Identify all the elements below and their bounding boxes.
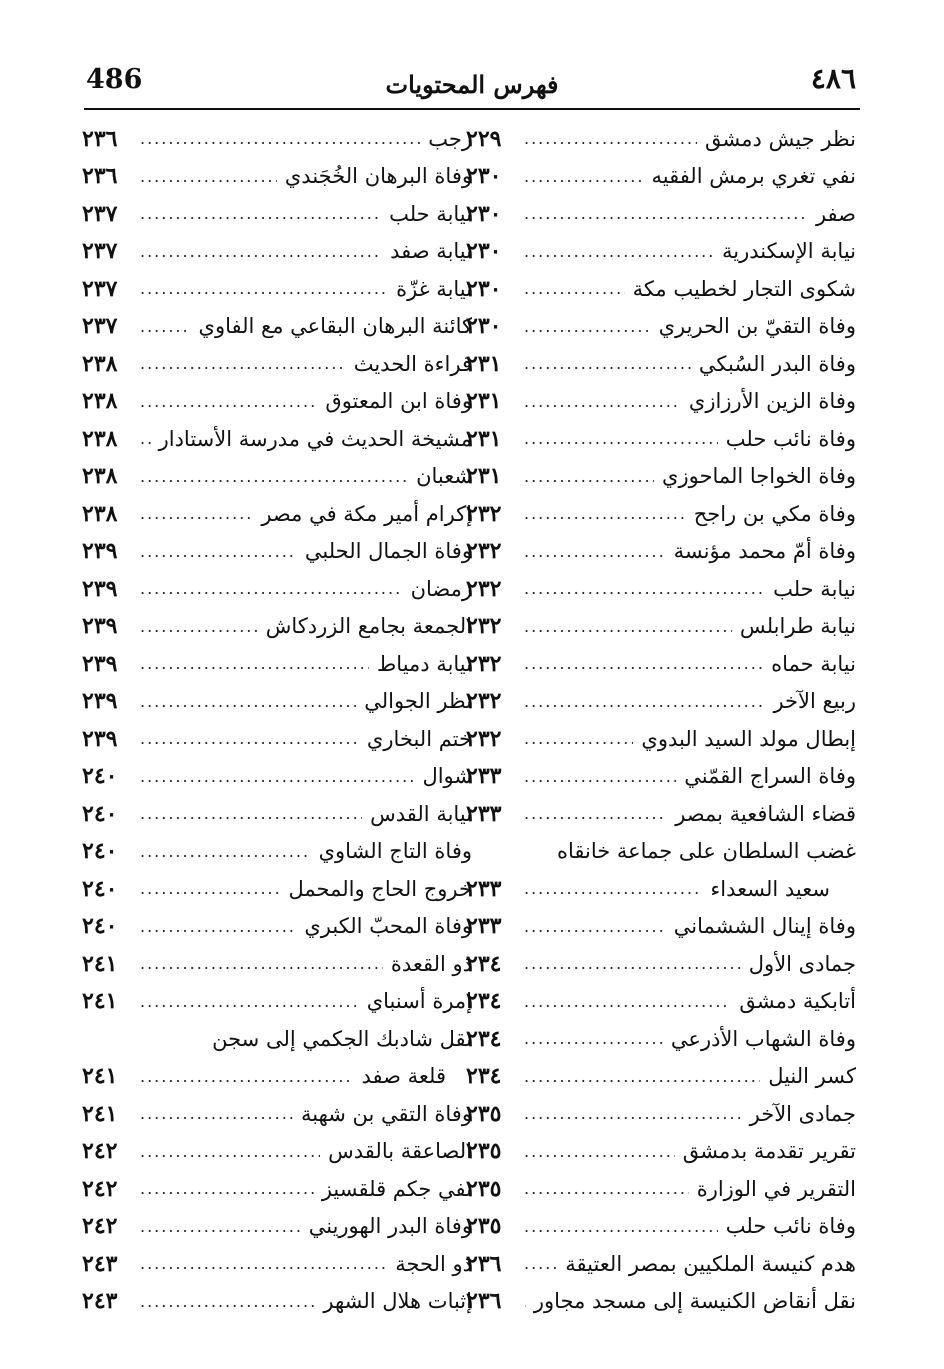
toc-entry-page: ٢٣٠	[466, 275, 502, 302]
toc-entry-title: نيابة الإسكندرية	[722, 239, 856, 264]
leader-dots	[524, 1029, 663, 1048]
toc-entry-page: ٢٣٩	[82, 688, 118, 715]
leader-dots	[524, 429, 718, 448]
page-number-latin: 486	[86, 64, 143, 95]
toc-entry	[466, 720, 856, 758]
leader-dots	[140, 204, 381, 223]
leader-dots	[140, 992, 359, 1011]
leader-dots	[140, 729, 359, 748]
toc-entry	[82, 645, 472, 683]
leader-dots	[524, 467, 654, 486]
leader-dots	[524, 279, 625, 298]
toc-entry	[466, 458, 856, 496]
toc-entry-title: التقرير في الوزارة	[696, 1176, 856, 1201]
toc-entry-page: ٢٣٦	[82, 163, 118, 190]
toc-entry-page: ٢٣٢	[466, 500, 502, 527]
toc-entry-page: ٢٣٤	[466, 1025, 502, 1052]
toc-entry	[466, 1283, 856, 1321]
toc-entry	[82, 1095, 472, 1133]
leader-dots	[524, 354, 691, 373]
leader-dots	[524, 767, 676, 786]
toc-entry-title: وفاة المحبّ الكبري	[304, 914, 472, 939]
toc-entry-page: ٢٣٦	[466, 1288, 502, 1315]
leader-dots	[140, 504, 253, 523]
leader-dots	[140, 617, 258, 636]
toc-entry-page: ٢٤٠	[82, 875, 118, 902]
toc-entry-page: ٢٢٩	[466, 125, 502, 152]
toc-entry-title: صفر	[815, 201, 856, 226]
leader-dots	[140, 167, 277, 186]
leader-dots	[524, 879, 702, 898]
toc-entry-page: ٢٣٣	[466, 800, 502, 827]
toc-entry-title: وفاة نائب حلب	[725, 426, 856, 451]
toc-entry	[82, 458, 472, 496]
leader-dots	[140, 879, 281, 898]
toc-entry	[82, 945, 472, 983]
toc-entry	[82, 608, 472, 646]
toc-entry	[82, 120, 472, 158]
toc-entry	[466, 795, 856, 833]
toc-entry-title: جمادى الآخر	[749, 1101, 856, 1126]
toc-entry-page: ٢٤٠	[82, 800, 118, 827]
toc-entry-title: ذو الحجة	[395, 1251, 472, 1276]
toc-entry-title: وفاة ابن المعتوق	[325, 389, 472, 414]
leader-dots	[524, 579, 765, 598]
toc-entry	[466, 870, 856, 908]
toc-entry-page: ٢٣٠	[466, 200, 502, 227]
toc-entry-title: نظر جيش دمشق	[705, 126, 856, 151]
toc-entry-title: جمادى الأول	[748, 951, 856, 976]
toc-entry	[82, 1020, 472, 1058]
toc-entry-title: نيابة غزّة	[396, 276, 472, 301]
toc-entry	[466, 1020, 856, 1058]
toc-entry-title: شعبان	[416, 464, 472, 489]
leader-dots	[140, 1142, 320, 1161]
leader-dots	[140, 1104, 293, 1123]
toc-entry	[466, 233, 856, 271]
leader-dots	[140, 1254, 387, 1273]
leader-dots	[524, 504, 686, 523]
toc-entry-title: وفاة الشهاب الأذرعي	[670, 1026, 856, 1051]
leader-dots	[140, 692, 356, 711]
toc-entry	[82, 1208, 472, 1246]
toc-entry	[82, 345, 472, 383]
toc-entry-page: ٢٣٩	[82, 725, 118, 752]
leader-dots	[524, 1104, 742, 1123]
leader-dots	[140, 317, 191, 336]
toc-entry-title: إكرام أمير مكة في مصر	[261, 501, 472, 526]
toc-entry-title: رمضان	[410, 576, 472, 601]
toc-entry-title: شوال	[422, 764, 472, 789]
leader-dots	[524, 1067, 760, 1086]
toc-entry-page: ٢٣٤	[466, 1063, 502, 1090]
toc-entry	[82, 833, 472, 871]
toc-entry	[82, 420, 472, 458]
leader-dots	[140, 542, 297, 561]
leader-dots	[140, 467, 408, 486]
toc-entry	[466, 120, 856, 158]
toc-entry-title: ختم البخاري	[366, 726, 472, 751]
toc-entry-page: ٢٣٩	[82, 575, 118, 602]
toc-entry-page: ٢٣٥	[466, 1213, 502, 1240]
toc-entry-page: ٢٣٩	[82, 538, 118, 565]
toc-entry	[466, 833, 856, 871]
toc-entry	[466, 270, 856, 308]
toc-entry-title: رجب	[428, 126, 472, 151]
toc-entry-title: وفاة التقيّ بن الحريري	[658, 314, 856, 339]
toc-entry-title: وفاة نائب حلب	[725, 1214, 856, 1239]
toc-entry-title: قلعة صفد	[361, 1064, 446, 1089]
toc-entry-page: ٢٣٢	[466, 688, 502, 715]
leader-dots	[524, 1217, 718, 1236]
leader-dots	[140, 242, 382, 261]
toc-entry	[82, 533, 472, 571]
toc-entry-title: نيابة حماه	[771, 651, 856, 676]
toc-entry-page: ٢٣١	[466, 463, 502, 490]
toc-entry-page: ٢٤٢	[82, 1175, 118, 1202]
toc-entry-page: ٢٣٠	[466, 163, 502, 190]
leader-dots	[524, 1292, 526, 1311]
toc-entry-title: مشيخة الحديث في مدرسة الأستادار	[158, 426, 472, 451]
toc-entry	[82, 1133, 472, 1171]
toc-entry	[466, 758, 856, 796]
toc-column-right	[466, 120, 856, 1320]
toc-entry-title: إثبات هلال الشهر	[323, 1289, 472, 1314]
toc-entry-title: إمرة أسنباي	[366, 989, 472, 1014]
toc-entry-title: إبطال مولد السيد البدوي	[641, 726, 856, 751]
toc-entry-title: نيابة حلب	[389, 201, 472, 226]
toc-entry	[466, 158, 856, 196]
toc-entry	[466, 570, 856, 608]
toc-entry-title: نفي تغري برمش الفقيه	[651, 164, 856, 189]
toc-entry-page: ٢٣٥	[466, 1100, 502, 1127]
toc-entry-title: وفاة الخواجا الماحوزي	[662, 464, 856, 489]
toc-entry	[82, 683, 472, 721]
leader-dots	[524, 242, 714, 261]
leader-dots	[524, 1254, 557, 1273]
toc-entry-title: نيابة حلب	[773, 576, 856, 601]
toc-entry-title: كائنة البرهان البقاعي مع الفاوي	[198, 314, 472, 339]
toc-column-left	[82, 120, 472, 1320]
leader-dots	[140, 1179, 314, 1198]
leader-dots	[140, 279, 388, 298]
toc-entry-page: ٢٣١	[466, 425, 502, 452]
toc-entry-page: ٢٣٨	[82, 500, 118, 527]
toc-entry	[82, 308, 472, 346]
leader-dots	[140, 392, 317, 411]
leader-dots	[140, 954, 383, 973]
page-header	[0, 0, 944, 108]
leader-dots	[524, 729, 633, 748]
leader-dots	[524, 992, 731, 1011]
toc-entry	[466, 533, 856, 571]
toc-entry-page: ٢٣٢	[466, 538, 502, 565]
toc-entry-title: نظر الجوالي	[364, 689, 472, 714]
leader-dots	[140, 804, 362, 823]
toc-entry-title: وفاة الزين الأرزازي	[688, 389, 856, 414]
toc-entry-page: ٢٣٠	[466, 238, 502, 265]
toc-entry-page: ٢٣٢	[466, 575, 502, 602]
toc-entry-title: وفاة إينال الششماني	[673, 914, 856, 939]
toc-entry-page: ٢٣٨	[82, 388, 118, 415]
toc-entry-title: شكوى التجار لخطيب مكة	[632, 276, 856, 301]
leader-dots	[524, 167, 643, 186]
toc-entry-title: ربيع الآخر	[773, 689, 856, 714]
toc-entry	[466, 645, 856, 683]
toc-entry-page: ٢٣٢	[466, 613, 502, 640]
toc-entry	[466, 1245, 856, 1283]
toc-entry-page: ٢٣٢	[466, 650, 502, 677]
toc-entry-title: وفاة البدر السُبكي	[698, 351, 856, 376]
toc-entry	[82, 1245, 472, 1283]
toc-entry-page: ٢٣٨	[82, 425, 118, 452]
toc-entry-page: ٢٤٣	[82, 1250, 118, 1277]
leader-dots	[524, 654, 763, 673]
leader-dots	[140, 842, 311, 861]
leader-dots	[140, 1217, 301, 1236]
toc-entry-title: غضب السلطان على جماعة خانقاه	[556, 839, 856, 864]
toc-entry-page: ٢٣٩	[82, 650, 118, 677]
toc-entry	[82, 195, 472, 233]
toc-entry-page: ٢٣٤	[466, 950, 502, 977]
toc-entry-title: وفاة التقي بن شهبة	[300, 1101, 472, 1126]
toc-entry-page: ٢٣٤	[466, 988, 502, 1015]
toc-entry	[466, 308, 856, 346]
leader-dots	[524, 617, 732, 636]
toc-entry	[82, 495, 472, 533]
toc-entry	[82, 270, 472, 308]
toc-entry-title: نيابة صفد	[390, 239, 472, 264]
toc-entry	[466, 195, 856, 233]
toc-entry-page: ٢٣٣	[466, 875, 502, 902]
leader-dots	[140, 129, 420, 148]
toc-entry	[82, 870, 472, 908]
toc-entry-page: ٢٣٧	[82, 313, 118, 340]
leader-dots	[524, 1179, 689, 1198]
leader-dots	[140, 429, 151, 448]
toc-entry-page: ٢٣٦	[466, 1250, 502, 1277]
toc-entry	[82, 1283, 472, 1321]
toc-entry	[82, 983, 472, 1021]
toc-entry	[82, 1170, 472, 1208]
toc-entry-page: ٢٤٢	[82, 1138, 118, 1165]
toc-entry-page: ٢٣٥	[466, 1175, 502, 1202]
toc-entry-page: ٢٣١	[466, 350, 502, 377]
toc-entry	[82, 795, 472, 833]
toc-entry-page: ٢٤١	[82, 1063, 118, 1090]
toc-entry-title: وفاة أمّ محمد مؤنسة	[673, 539, 856, 564]
leader-dots	[524, 392, 681, 411]
toc-entry-title: الصاعقة بالقدس	[328, 1139, 472, 1164]
toc-entry-page: ٢٣٦	[82, 125, 118, 152]
leader-dots	[524, 542, 666, 561]
leader-dots	[524, 129, 697, 148]
toc-entry-page: ٢٤١	[82, 950, 118, 977]
leader-dots	[524, 954, 741, 973]
leader-dots	[524, 204, 808, 223]
toc-entry-title: وفاة الجمال الحلبي	[304, 539, 472, 564]
toc-entry	[466, 1208, 856, 1246]
toc-entry-title: ذو القعدة	[390, 951, 472, 976]
toc-entry-page: ٢٣٠	[466, 313, 502, 340]
toc-entry-page: ٢٣٧	[82, 200, 118, 227]
toc-entry-page: ٢٣٥	[466, 1138, 502, 1165]
toc-entry	[466, 908, 856, 946]
toc-entry	[82, 383, 472, 421]
toc-entry-title: نيابة القدس	[370, 801, 472, 826]
header-rule	[84, 108, 860, 110]
page-number-arabic: ٤٨٦	[810, 62, 856, 95]
toc-entry	[466, 420, 856, 458]
toc-entry	[82, 720, 472, 758]
toc-entry	[466, 345, 856, 383]
toc-entry-page: ٢٣٢	[466, 725, 502, 752]
toc-entry	[82, 758, 472, 796]
toc-entry	[466, 1133, 856, 1171]
toc-entry	[466, 495, 856, 533]
leader-dots	[140, 579, 403, 598]
toc-entry	[82, 1058, 472, 1096]
toc-entry-title: سعيد السعداء	[710, 876, 830, 901]
toc-entry	[82, 908, 472, 946]
leader-dots	[140, 917, 296, 936]
toc-entry-page: ٢٤١	[82, 988, 118, 1015]
leader-dots	[140, 767, 414, 786]
toc-entry	[82, 233, 472, 271]
toc-entry-page: ٢٤٢	[82, 1213, 118, 1240]
leader-dots	[524, 317, 651, 336]
leader-dots	[140, 1067, 353, 1086]
toc-entry-page: ٢٤٠	[82, 913, 118, 940]
toc-entry-title: قراءة الحديث	[353, 351, 472, 376]
leader-dots	[524, 917, 666, 936]
toc-entry-page: ٢٣٧	[82, 275, 118, 302]
toc-entry-title: نفي جكم قلقسيز	[321, 1176, 472, 1201]
toc-entry-title: وفاة مكي بن راجح	[693, 501, 856, 526]
toc-entry	[466, 1058, 856, 1096]
toc-entry-page: ٢٣١	[466, 388, 502, 415]
toc-entry-page: ٢٣٩	[82, 613, 118, 640]
toc-entry-title: نقل أنقاض الكنيسة إلى مسجد مجاور	[533, 1289, 856, 1314]
leader-dots	[524, 804, 667, 823]
toc-entry-title: وفاة التاج الشاوي	[318, 839, 472, 864]
toc-entry-page: ٢٣٣	[466, 763, 502, 790]
toc-entry-title: نقل شادبك الجكمي إلى سجن	[212, 1026, 472, 1051]
toc-entry-page: ٢٤٣	[82, 1288, 118, 1315]
toc-entry-title: الجمعة بجامع الزردكاش	[265, 614, 472, 639]
running-title: فهرس المحتويات	[385, 70, 559, 99]
leader-dots	[524, 1142, 675, 1161]
toc-entry-page: ٢٣٧	[82, 238, 118, 265]
toc-entry-page: ٢٤٠	[82, 838, 118, 865]
toc-entry	[82, 570, 472, 608]
toc-entry-title: هدم كنيسة الملكيين بمصر العتيقة	[565, 1251, 856, 1276]
toc-entry	[466, 1095, 856, 1133]
toc-entry	[466, 983, 856, 1021]
toc-entry-page: ٢٤٠	[82, 763, 118, 790]
toc-entry-title: خروج الحاج والمحمل	[288, 876, 472, 901]
toc-entry	[466, 683, 856, 721]
toc-entry-title: وفاة البرهان الخُجَندي	[284, 164, 472, 189]
toc-entry	[466, 1170, 856, 1208]
leader-dots	[524, 692, 765, 711]
toc-entry-page: ٢٣٨	[82, 350, 118, 377]
toc-entry-title: نيابة طرابلس	[739, 614, 856, 639]
toc-entry-title: قضاء الشافعية بمصر	[675, 801, 856, 826]
toc-entry-title: وفاة السراج القمّني	[684, 764, 856, 789]
leader-dots	[140, 654, 369, 673]
toc-entry	[466, 383, 856, 421]
toc-entry	[82, 158, 472, 196]
toc-entry-page: ٢٣٨	[82, 463, 118, 490]
leader-dots	[140, 354, 346, 373]
toc-entry-page: ٢٤١	[82, 1100, 118, 1127]
toc-entry-page: ٢٣٣	[466, 913, 502, 940]
toc-entry-title: كسر النيل	[768, 1064, 856, 1089]
toc-entry-title: أتابكية دمشق	[739, 989, 856, 1014]
toc-entry	[466, 945, 856, 983]
toc-entry-title: وفاة البدر الهوريني	[308, 1214, 472, 1239]
toc-entry-title: تقرير تقدمة بدمشق	[682, 1139, 856, 1164]
leader-dots	[140, 1292, 315, 1311]
toc-entry-title: نيابة دمياط	[376, 651, 472, 676]
toc-entry	[466, 608, 856, 646]
